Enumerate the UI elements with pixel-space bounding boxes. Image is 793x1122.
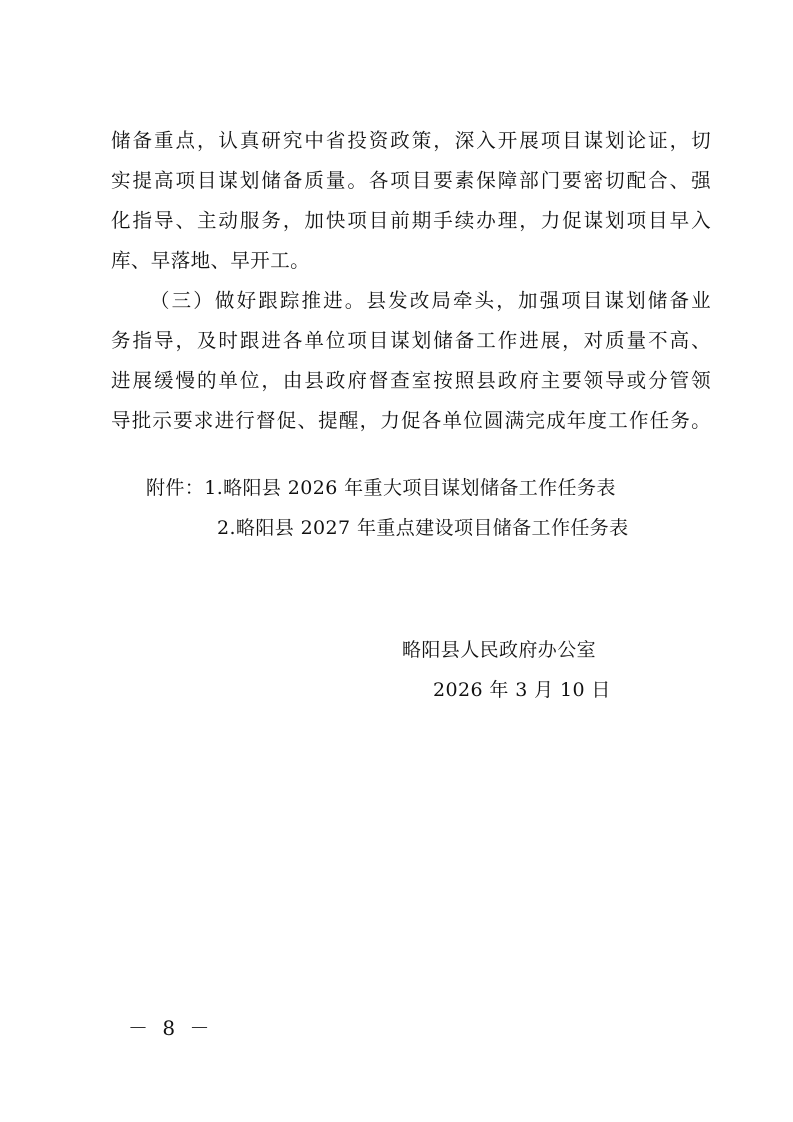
- body-line: 化指导、主动服务，加快项目前期手续办理，力促谋划项目早入: [111, 209, 711, 232]
- attachment-item-2: 2.略阳县 2027 年重点建设项目储备工作任务表: [217, 517, 629, 539]
- page-number: － 8 －: [128, 1016, 214, 1040]
- attachment-item-1: 附件：1.略阳县 2026 年重大项目谋划储备工作任务表: [146, 477, 616, 499]
- body-line: （三）做好跟踪推进。县发改局牵头，加强项目谋划储备业: [150, 289, 711, 312]
- body-line: 库、早落地、早开工。: [111, 249, 311, 272]
- body-text: [111, 121, 711, 441]
- attachments-list: [146, 468, 706, 548]
- issuing-organization: 略阳县人民政府办公室: [402, 639, 597, 661]
- body-line: 储备重点，认真研究中省投资政策，深入开展项目谋划论证，切: [111, 129, 711, 152]
- body-line: 导批示要求进行督促、提醒，力促各单位圆满完成年度工作任务。: [111, 409, 711, 432]
- body-line: 实提高项目谋划储备质量。各项目要素保障部门要密切配合、强: [111, 169, 711, 192]
- signature-block: [402, 630, 702, 710]
- issue-date: 2026 年 3 月 10 日: [433, 679, 611, 701]
- body-line: 务指导，及时跟进各单位项目谋划储备工作进展，对质量不高、: [111, 329, 711, 352]
- body-line: 进展缓慢的单位，由县政府督查室按照县政府主要领导或分管领: [111, 369, 711, 392]
